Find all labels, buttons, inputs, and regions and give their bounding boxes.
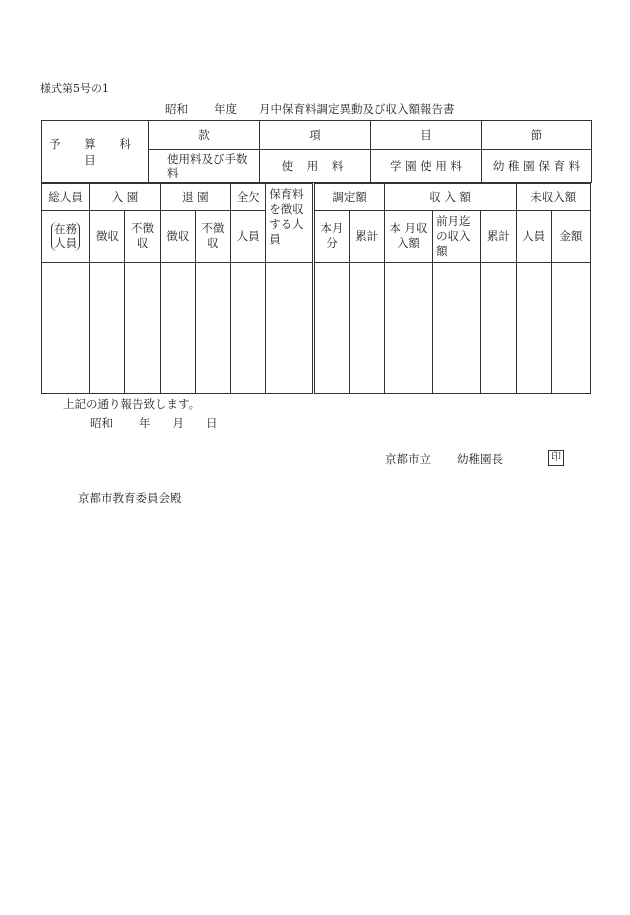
city-label: 京都市立	[385, 452, 431, 466]
report-statement: 上記の通り報告致します。	[63, 397, 201, 411]
value-moku: 学 園 使 用 料	[371, 150, 482, 183]
value-setsu: 幼 稚 園 保 育 料	[482, 150, 592, 183]
header-absence-count: 人員	[231, 211, 266, 263]
header-entry-collect: 徴収	[90, 211, 125, 263]
cell-withdraw-collect	[160, 262, 195, 393]
enrolled-bracket	[51, 222, 80, 251]
budget-category-table	[41, 120, 592, 183]
header-setsu: 節	[482, 121, 592, 150]
value-kan: 使用料及び手数料	[149, 150, 260, 183]
title-year: 年度	[214, 102, 237, 116]
cell-uncollected-count	[516, 262, 551, 393]
cell-assessed-cumulative	[349, 262, 384, 393]
header-received-cumulative: 累計	[481, 211, 516, 263]
header-entry: 入 園	[90, 184, 160, 211]
header-entry-no-collect: 不徴収	[125, 211, 160, 263]
header-withdraw-collect: 徴収	[160, 211, 195, 263]
header-received-previous: 前月迄の収入額	[433, 211, 481, 263]
header-received: 収 入 額	[384, 184, 516, 211]
header-withdraw-no-collect: 不徴収	[195, 211, 230, 263]
header-assessed: 調定額	[314, 184, 384, 211]
header-enrolled	[42, 211, 90, 263]
cell-total	[42, 262, 90, 393]
report-date	[90, 415, 218, 431]
header-uncollected-amount: 金額	[551, 211, 590, 263]
header-kan: 款	[149, 121, 260, 150]
header-uncollected: 未収入額	[516, 184, 591, 211]
signature-line	[385, 451, 503, 467]
date-era: 昭和	[90, 416, 113, 430]
form-number: 様式第5号の1	[40, 82, 109, 95]
data-row	[42, 262, 591, 393]
date-year: 年	[139, 416, 151, 430]
cell-received-this-month	[384, 262, 432, 393]
header-moku: 目	[371, 121, 482, 150]
page-title	[165, 101, 455, 117]
cell-received-previous	[433, 262, 481, 393]
report-grid	[41, 183, 591, 394]
principal-label: 幼稚園長	[457, 452, 503, 466]
header-kou: 項	[260, 121, 371, 150]
cell-entry-no-collect	[125, 262, 160, 393]
header-withdraw: 退 園	[160, 184, 230, 211]
header-uncollected-count: 人員	[516, 211, 551, 263]
seal-box: 印	[548, 450, 564, 466]
enrolled-line1: 在務	[54, 221, 78, 236]
cell-entry-collect	[90, 262, 125, 393]
enrolled-line2: 人員	[54, 236, 78, 251]
cell-withdraw-no-collect	[195, 262, 230, 393]
title-era: 昭和	[165, 102, 188, 116]
cell-received-cumulative	[481, 262, 516, 393]
header-assessed-this-month: 本月分	[314, 211, 349, 263]
cell-uncollected-amount	[551, 262, 590, 393]
date-month: 月	[172, 416, 184, 430]
header-full-absence: 全欠	[231, 184, 266, 211]
header-fee-collected: 保育料を徴収する人員	[266, 184, 314, 263]
value-kou: 使 用 料	[260, 150, 371, 183]
header-assessed-cumulative: 累計	[349, 211, 384, 263]
title-main: 月中保育料調定異動及び収入額報告書	[259, 102, 455, 116]
header-received-this-month: 本 月収入額	[384, 211, 432, 263]
date-day: 日	[206, 416, 218, 430]
cell-assessed-this-month	[314, 262, 349, 393]
budget-label: 予 算 科 目	[42, 121, 149, 183]
cell-absence-count	[231, 262, 266, 393]
cell-fee-collected	[266, 262, 314, 393]
header-total: 総人員	[42, 184, 90, 211]
addressee: 京都市教育委員会殿	[78, 491, 182, 505]
